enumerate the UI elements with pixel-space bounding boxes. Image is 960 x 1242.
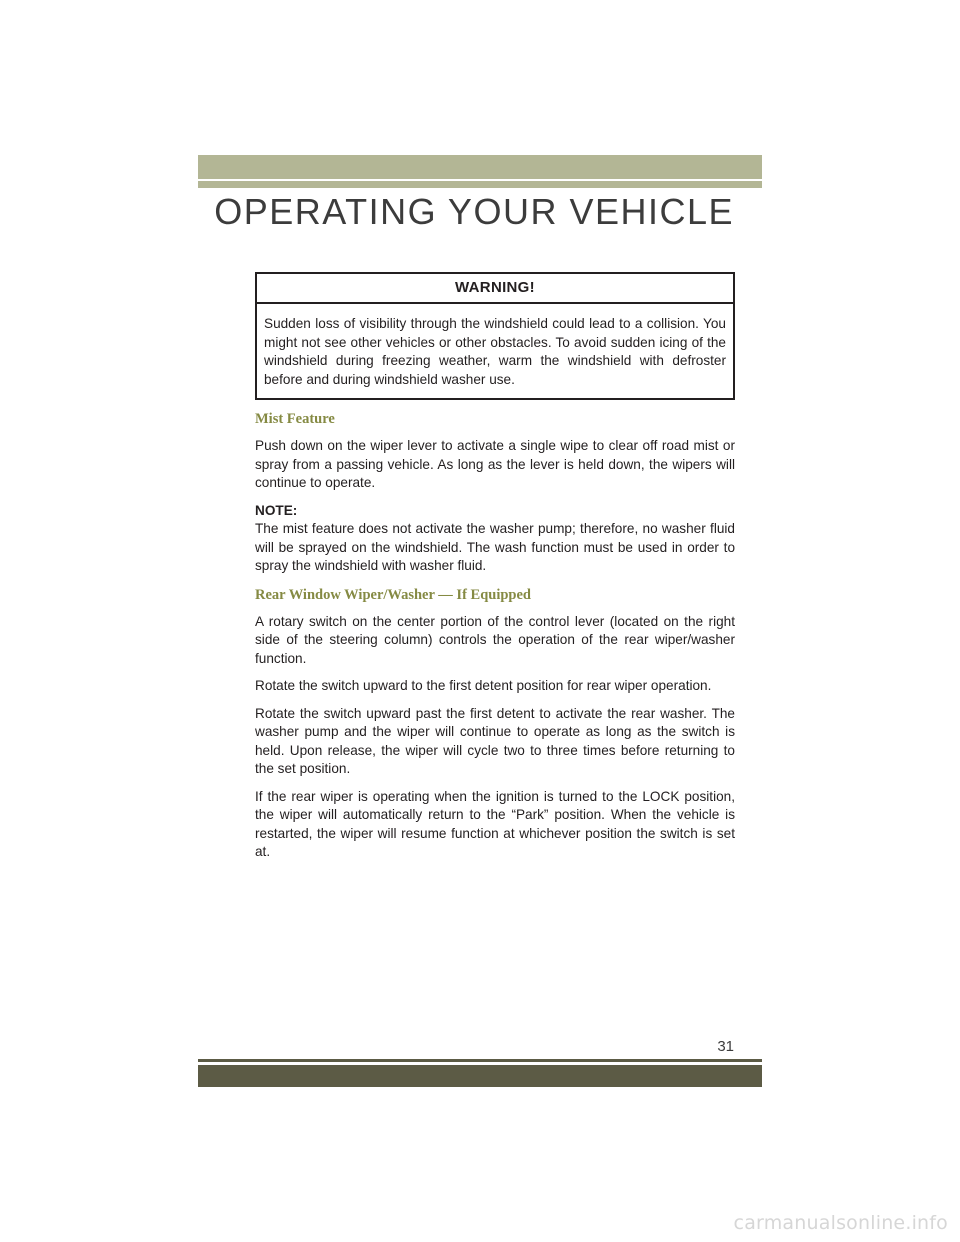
footer-rule: [198, 1059, 762, 1062]
rear-wiper-paragraph: Rotate the switch upward to the first detent position for rear wiper operation.: [255, 678, 712, 693]
section-title: OPERATING YOUR VEHICLE: [214, 191, 734, 232]
mist-feature-heading: Mist Feature: [255, 411, 335, 427]
mist-feature-body: Push down on the wiper lever to activate a single wipe to clear off road mist or spray from a passing vehicle. As long as the lever is held down, the wipers will continue to operate.: [255, 438, 735, 490]
note-text: The mist feature does not activate the washer pump; therefore, no washer fluid will be sprayed on the windshield. The wash function must be used in order to spray the windshield with washer fluid.: [255, 521, 735, 573]
header-rule: [198, 181, 762, 188]
warning-text: Sudden loss of visibility through the windshield could lead to a collision. You might not see other vehicles or other obstacles. To avoid sudden icing of the windshield during freezing weather, warm the windshield with defroster before and during windshield washer use.: [264, 316, 726, 387]
page-content: [255, 272, 735, 871]
header-band: [198, 155, 762, 179]
page-number: 31: [717, 1038, 734, 1055]
note-label: NOTE:: [255, 502, 298, 518]
warning-title: WARNING!: [257, 274, 733, 304]
rear-wiper-paragraph: Rotate the switch upward past the first detent to activate the rear washer. The washer pump and the wiper will continue to operate as long as the switch is held. Upon release, the wiper will cycle two to three times before returning to the set position.: [255, 705, 735, 776]
rear-wiper-heading: Rear Window Wiper/Washer — If Equipped: [255, 586, 531, 603]
watermark: carmanualsonline.info: [733, 1212, 948, 1234]
rear-wiper-paragraph: If the rear wiper is operating when the ignition is turned to the LOCK position, the wiper will automatically return to the “Park” position. When the vehicle is restarted, the wiper will resume function at whichever position the switch is set at.: [255, 788, 735, 859]
rear-wiper-paragraph: A rotary switch on the center portion of the control lever (located on the right side of the steering column) controls the operation of the rear wiper/washer function.: [255, 613, 735, 666]
warning-box: [255, 272, 735, 400]
footer-band: [198, 1065, 762, 1087]
